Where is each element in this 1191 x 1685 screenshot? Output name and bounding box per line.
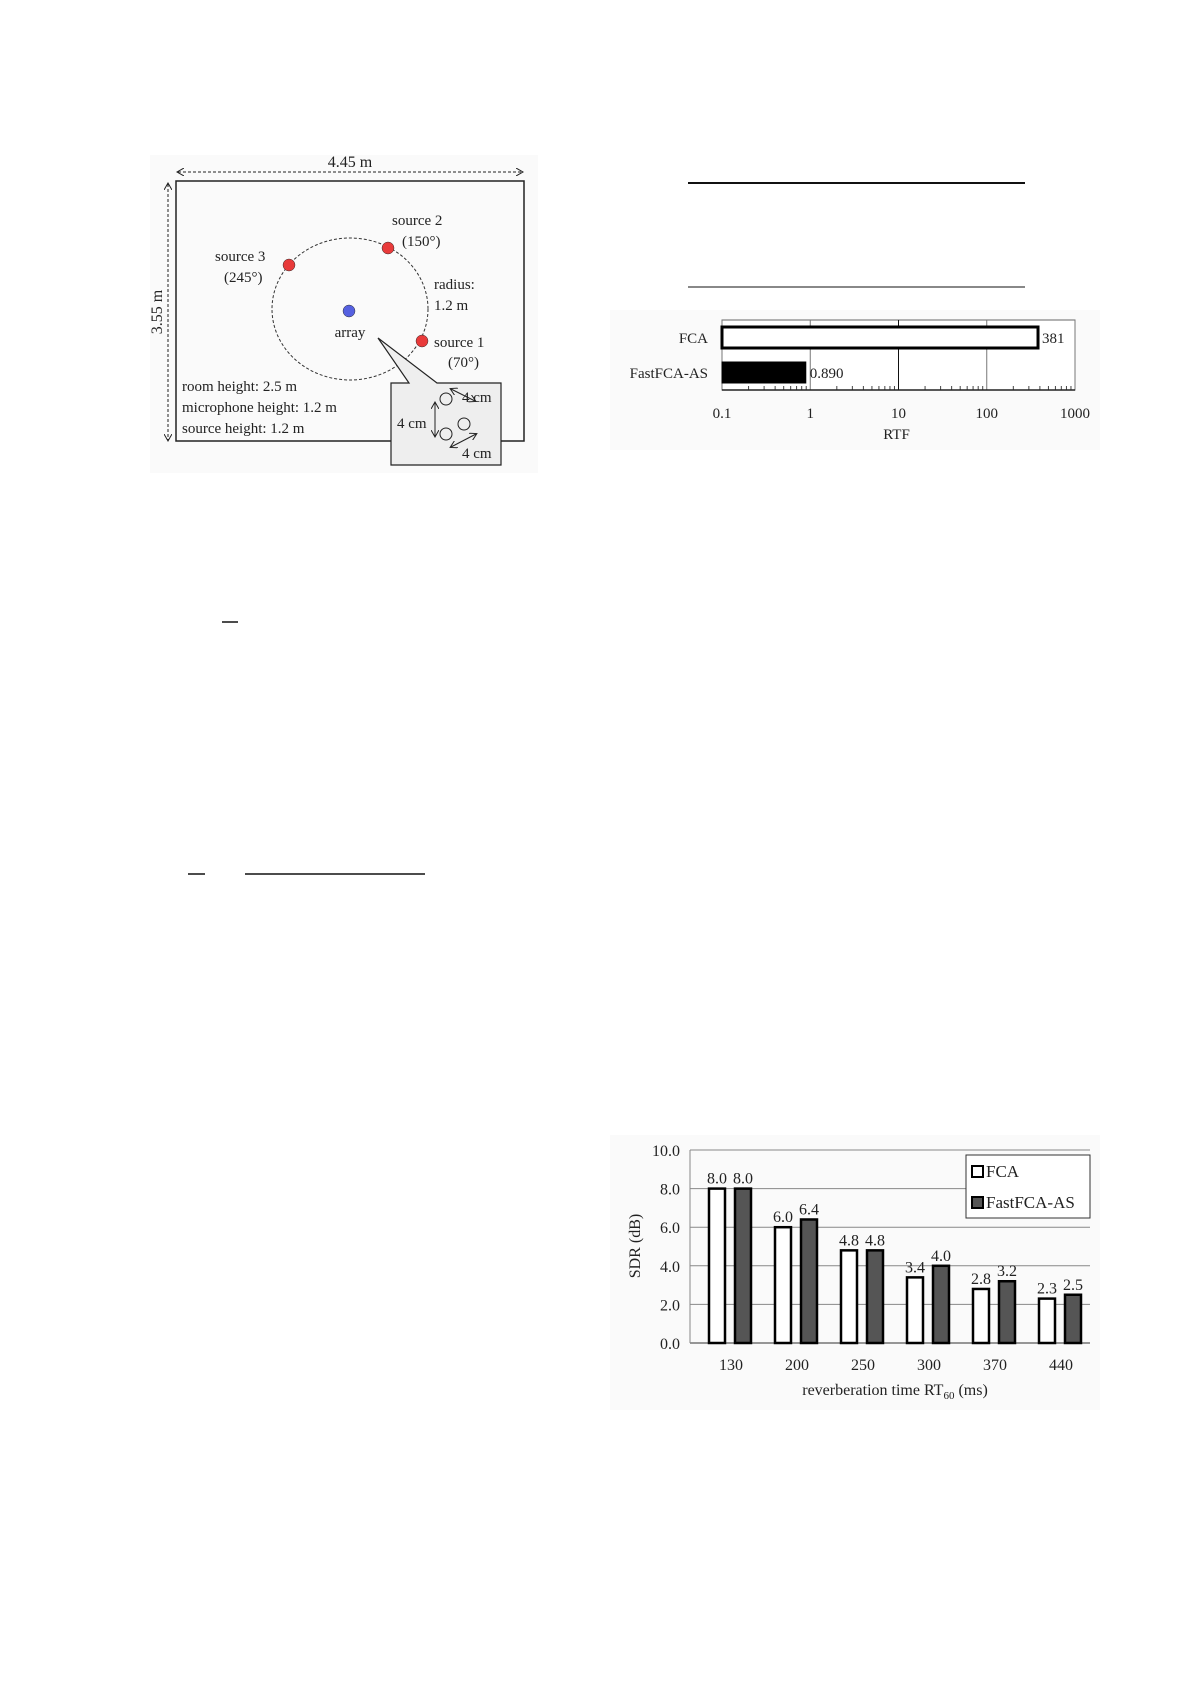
source-2-dot	[382, 242, 394, 254]
sdr-bar-chart	[610, 1135, 1100, 1410]
category-label: FastFCA-AS	[629, 366, 708, 382]
array-label: array	[334, 325, 366, 341]
bar-fca	[722, 327, 1038, 348]
y-axis-title: SDR (dB)	[627, 1213, 644, 1279]
x-tick-label: 0.1	[712, 406, 732, 422]
data-label: 6.0	[773, 1209, 793, 1227]
inset-bottom-label: 4 cm	[462, 446, 492, 462]
data-label: 3.4	[905, 1259, 925, 1277]
bar-fastfca-as-200	[801, 1219, 817, 1343]
room-layout-diagram	[149, 154, 538, 473]
legend-swatch	[972, 1166, 983, 1177]
bar-fastfca-as-250	[867, 1250, 883, 1343]
data-label: 6.4	[799, 1201, 819, 1219]
x-tick-label: 130	[719, 1357, 743, 1374]
inset-top-label: 4 cm	[462, 390, 492, 406]
data-label: 8.0	[733, 1170, 753, 1188]
x-tick-label: 440	[1049, 1357, 1073, 1374]
y-tick-label: 4.0	[660, 1258, 680, 1276]
inset-left-label: 4 cm	[397, 416, 427, 432]
data-label: 4.8	[865, 1232, 885, 1250]
data-label: 4.0	[931, 1247, 951, 1265]
x-axis-title: RTF	[883, 427, 910, 443]
x-tick-label: 1000	[1060, 406, 1090, 422]
data-label: 4.8	[839, 1232, 859, 1250]
bar-fastfca-as-300	[933, 1266, 949, 1343]
radius-value: 1.2 m	[434, 298, 469, 314]
y-tick-label: 8.0	[660, 1181, 680, 1199]
y-tick-label: 2.0	[660, 1297, 680, 1315]
legend-swatch	[972, 1197, 983, 1208]
x-tick-label: 100	[975, 406, 998, 422]
bar-fca-440	[1039, 1299, 1055, 1343]
rtf-bar-chart	[610, 310, 1100, 450]
x-tick-label: 370	[983, 1357, 1007, 1374]
x-axis-title-unit: (ms)	[954, 1382, 988, 1399]
legend-label: FCA	[986, 1162, 1020, 1181]
source-3-dot	[283, 259, 295, 271]
value-label: 0.890	[809, 366, 844, 382]
radius-label: radius:	[434, 277, 475, 293]
bar-fca-300	[907, 1277, 923, 1343]
x-axis-title-main: reverberation time RT	[802, 1382, 944, 1399]
bar-fca-250	[841, 1250, 857, 1343]
bar-fastfca-as-440	[1065, 1295, 1081, 1343]
source-3-label: source 3	[215, 249, 266, 265]
x-tick-label: 10	[891, 406, 906, 422]
legend	[966, 1155, 1090, 1218]
bar-fastfca-as-130	[735, 1189, 751, 1343]
data-label: 2.3	[1037, 1280, 1057, 1298]
bar-fastfca-as-370	[999, 1281, 1015, 1343]
bar-fastfca-as	[722, 362, 806, 383]
x-axis-title-subscript: 60	[943, 1390, 955, 1402]
source-height-text: source height: 1.2 m	[182, 421, 305, 437]
x-tick-label: 1	[806, 406, 814, 422]
y-tick-label: 0.0	[660, 1336, 680, 1353]
source-1-dot	[416, 335, 428, 347]
source-1-label: source 1	[434, 335, 485, 351]
mic-height-text: microphone height: 1.2 m	[182, 400, 337, 416]
source-3-angle: (245°)	[224, 270, 263, 286]
x-tick-label: 300	[917, 1357, 941, 1374]
value-label: 381	[1042, 331, 1065, 347]
x-tick-label: 200	[785, 1357, 809, 1374]
bar-fca-130	[709, 1189, 725, 1343]
bar-fca-370	[973, 1289, 989, 1343]
source-1-angle: (70°)	[448, 355, 479, 371]
array-dot	[343, 305, 355, 317]
room-depth-label: 3.55 m	[149, 289, 166, 335]
category-label: FCA	[678, 331, 708, 347]
y-tick-label: 6.0	[660, 1220, 680, 1238]
room-width-label: 4.45 m	[327, 154, 373, 171]
data-label: 8.0	[707, 1170, 727, 1188]
room-height-text: room height: 2.5 m	[182, 379, 297, 395]
legend-label: FastFCA-AS	[986, 1193, 1075, 1212]
data-label: 2.8	[971, 1270, 991, 1288]
data-label: 2.5	[1063, 1276, 1083, 1294]
data-label: 3.2	[997, 1263, 1017, 1281]
source-2-label: source 2	[392, 213, 443, 229]
source-2-angle: (150°)	[402, 234, 441, 250]
y-tick-label: 10.0	[652, 1143, 680, 1160]
x-tick-label: 250	[851, 1357, 875, 1374]
bar-fca-200	[775, 1227, 791, 1343]
